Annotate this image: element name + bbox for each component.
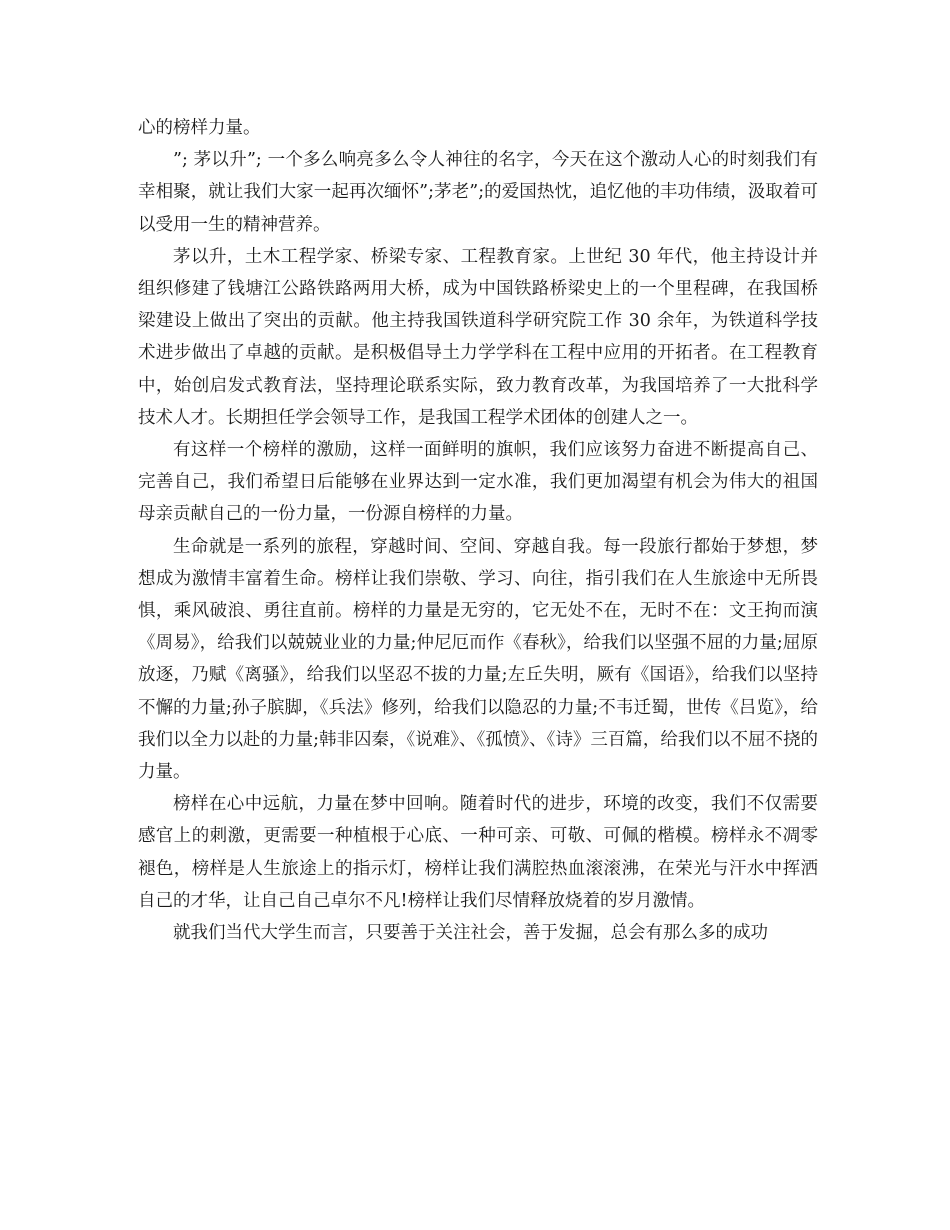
paragraph: 茅以升，土木工程学家、桥梁专家、工程教育家。上世纪 30 年代，他主持设计并组织修建了钱塘江公路铁路两用大桥，成为中国铁路桥梁史上的一个里程碑，在我国桥梁建设上做出了突出的贡献。他主持我国铁道科学研究院工作 30 余年，为铁道科学技术进步做出了卓越的贡献。是积极倡导土力学学科在工程中应用的开拓者。在工程教育中，始创启发式教育法，坚持理论联系实际，致力教育改革，为我国培养了一大批科学技术人才。长期担任学会领导工作，是我国工程学术团体的创建人之一。 [138,246,818,428]
paragraph: 有这样一个榜样的激励，这样一面鲜明的旗帜，我们应该努力奋进不断提高自己、完善自己，我们希望日后能够在业界达到一定水准，我们更加渴望有机会为伟大的祖国母亲贡献自己的一份力量，一份源自榜样的力量。 [138,440,818,525]
paragraph-continued: 心的榜样力量。 [138,118,261,138]
document-body [138,112,818,949]
paragraph: 生命就是一系列的旅程，穿越时间、空间、穿越自我。每一段旅行都始于梦想，梦想成为激情丰富着生命。榜样让我们崇敬、学习、向往，指引我们在人生旅途中无所畏惧，乘风破浪、勇往直前。榜样的力量是无穷的，它无处不在，无时不在：文王拘而演《周易》，给我们以兢兢业业的力量;仲尼厄而作《春秋》，给我们以坚强不屈的力量;屈原放逐，乃赋《离骚》，给我们以坚忍不拔的力量;左丘失明，厥有《国语》，给我们以坚持不懈的力量;孙子膑脚，《兵法》修列，给我们以隐忍的力量;不韦迁蜀，世传《吕览》，给我们以全力以赴的力量;韩非囚秦，《说难》、《孤愤》、《诗》三百篇，给我们以不屈不挠的力量。 [138,536,818,783]
paragraph: ”; 茅以升”; 一个多么响亮多么令人神往的名字，今天在这个激动人心的时刻我们有幸相聚，就让我们大家一起再次缅怀”;茅老”;的爱国热忱，追忆他的丰功伟绩，汲取着可以受用一生的精神营养。 [138,150,818,235]
paragraph: 榜样在心中远航，力量在梦中回响。随着时代的进步，环境的改变，我们不仅需要感官上的刺激，更需要一种植根于心底、一种可亲、可敬、可佩的楷模。榜样永不凋零褪色，榜样是人生旅途上的指示灯，榜样让我们满腔热血滚滚沸，在荣光与汗水中挥洒自己的才华，让自己自己卓尔不凡!榜样让我们尽情释放烧着的岁月激情。 [138,794,818,911]
paragraph: 就我们当代大学生而言，只要善于关注社会，善于发掘，总会有那么多的成功 [173,923,768,944]
